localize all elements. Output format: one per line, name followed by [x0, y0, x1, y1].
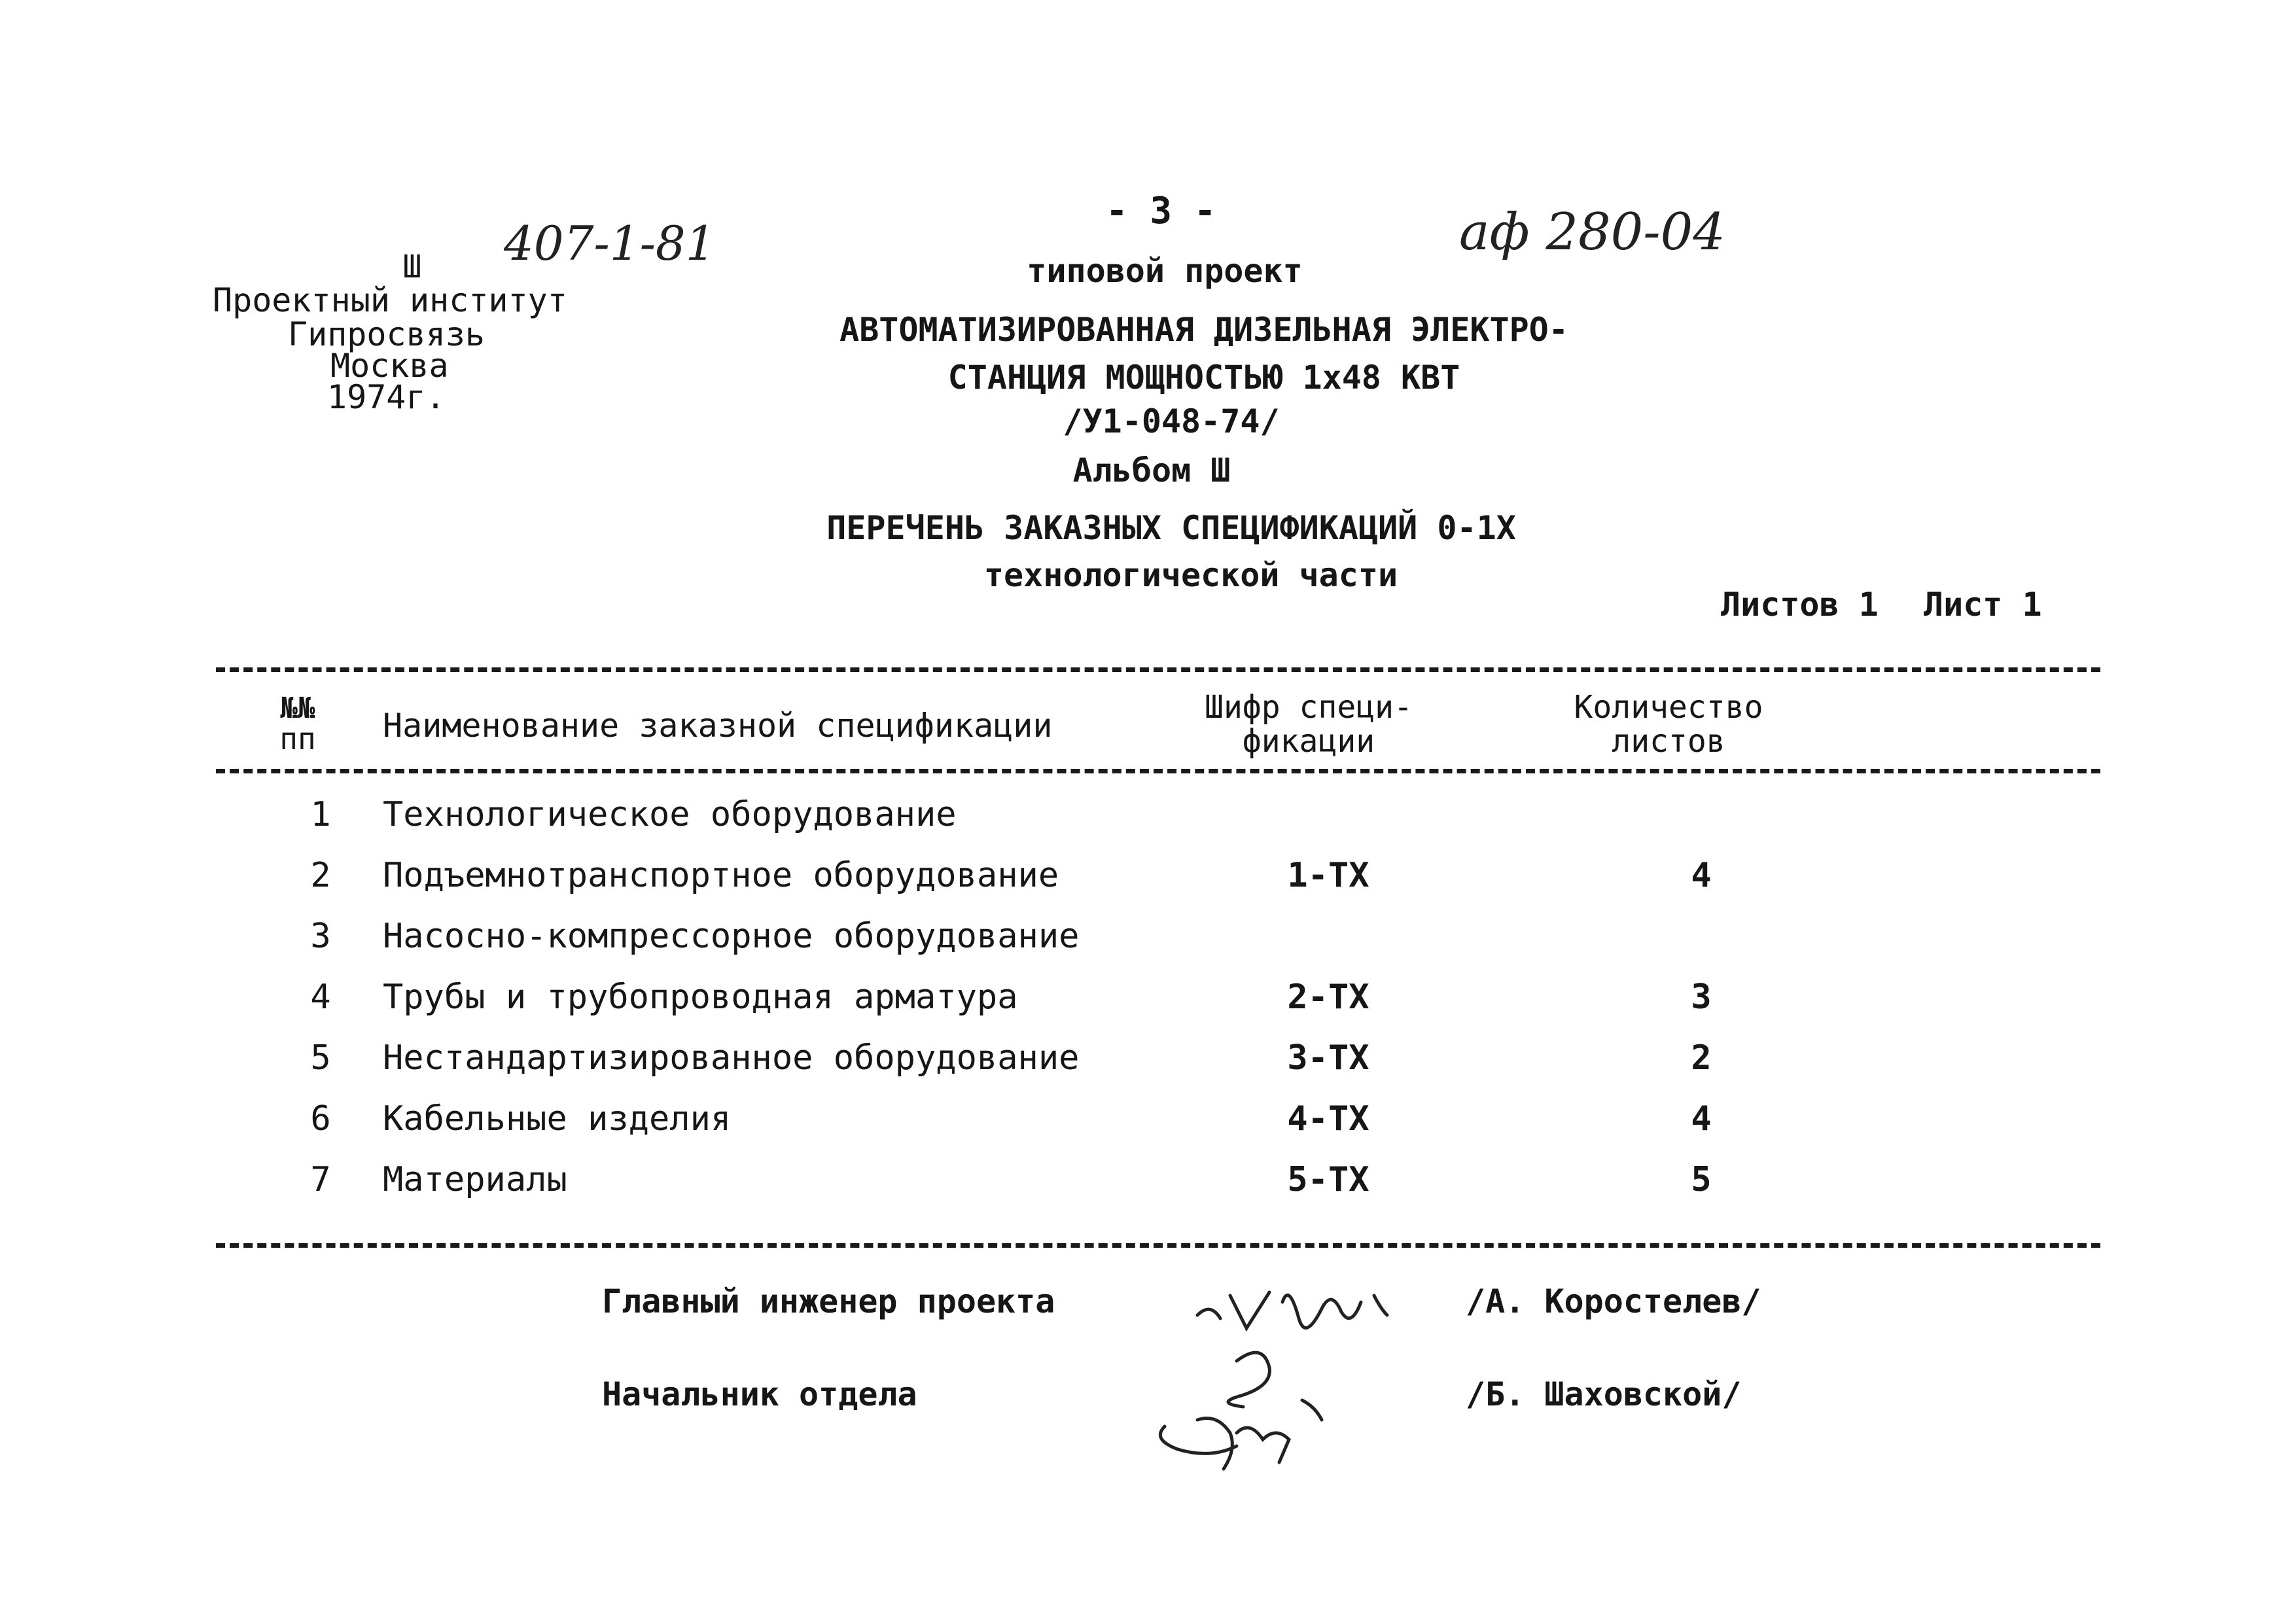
sheets-total: Листов 1 — [1721, 586, 1879, 624]
row-code: 5-ТХ — [1287, 1160, 1369, 1199]
table-row — [216, 1089, 2100, 1148]
row-number: 7 — [310, 1160, 331, 1199]
table-row — [216, 785, 2100, 844]
row-code: 2-ТХ — [1287, 978, 1369, 1017]
table-header-rule — [216, 769, 2100, 773]
header-num-line1: №№ — [280, 692, 315, 725]
institute-roman: Ш — [402, 249, 422, 285]
row-name: Кабельные изделия — [383, 1099, 732, 1139]
header-count-line1: Количество — [1574, 689, 1763, 726]
row-number: 4 — [310, 978, 331, 1017]
row-code: 3-ТХ — [1287, 1038, 1369, 1078]
row-count: 3 — [1691, 978, 1712, 1017]
chief-engineer-label: Главный инженер проекта — [602, 1282, 1055, 1320]
album-label: Альбом Ш — [1072, 451, 1231, 489]
department-head-label: Начальник отдела — [602, 1375, 917, 1413]
header-count-line2: листов — [1612, 723, 1725, 760]
institute-line4: 1974г. — [327, 378, 446, 416]
table-row — [216, 968, 2100, 1027]
list-subtitle: технологической части — [983, 556, 1398, 594]
row-name: Насосно-компрессорное оборудование — [383, 917, 1080, 956]
institute-line1: Проектный институт — [213, 281, 567, 319]
table-row — [216, 846, 2100, 905]
row-number: 2 — [310, 856, 331, 895]
project-type: типовой проект — [1027, 252, 1303, 290]
table-row — [216, 1029, 2100, 1087]
title-line1: АВТОМАТИЗИРОВАННАЯ ДИЗЕЛЬНАЯ ЭЛЕКТРО- — [839, 311, 1568, 349]
row-count: 4 — [1691, 1099, 1712, 1139]
row-count: 2 — [1691, 1038, 1712, 1078]
row-name: Подъемнотранспортное оборудование — [383, 856, 1059, 895]
row-code: 1-ТХ — [1287, 856, 1369, 895]
table-top-rule — [216, 667, 2100, 672]
header-code-line1: Шифр специ- — [1205, 689, 1413, 726]
row-count: 4 — [1691, 856, 1712, 895]
handwritten-code-right: аф 280-04 — [1459, 203, 1725, 262]
row-number: 5 — [310, 1038, 331, 1078]
department-head-name: /Б. Шаховской/ — [1466, 1375, 1742, 1413]
row-name: Нестандартизированное оборудование — [383, 1038, 1080, 1078]
chief-engineer-name: /А. Коростелев/ — [1466, 1282, 1761, 1320]
title-line2: СТАНЦИЯ МОЩНОСТЬЮ 1x48 КВТ — [947, 359, 1460, 397]
row-number: 6 — [310, 1099, 331, 1139]
institute-line3: Москва — [330, 347, 449, 385]
row-count: 5 — [1691, 1160, 1712, 1199]
table-row — [216, 907, 2100, 966]
list-title: ПЕРЕЧЕНЬ ЗАКАЗНЫХ СПЕЦИФИКАЦИЙ 0-1Х — [826, 509, 1516, 547]
project-code: /У1-048-74/ — [1063, 402, 1280, 440]
row-code: 4-ТХ — [1287, 1099, 1369, 1139]
row-number: 3 — [310, 917, 331, 956]
table-row — [216, 1150, 2100, 1209]
handwritten-code-left: 407-1-81 — [504, 216, 716, 271]
table-bottom-rule — [216, 1243, 2100, 1248]
page-number: - 3 - — [1106, 190, 1216, 232]
institute-line2: Гипросвязь — [288, 315, 486, 353]
header-num-line2: пп — [279, 721, 316, 756]
row-name: Трубы и трубопроводная арматура — [383, 978, 1018, 1017]
sheet-number: Лист 1 — [1924, 586, 2042, 624]
row-number: 1 — [310, 795, 331, 834]
header-code-line2: фикации — [1242, 723, 1375, 760]
department-head-signature — [1139, 1335, 1387, 1479]
row-name: Материалы — [383, 1160, 567, 1199]
row-name: Технологическое оборудование — [383, 795, 957, 834]
header-name: Наименование заказной спецификации — [383, 707, 1053, 745]
